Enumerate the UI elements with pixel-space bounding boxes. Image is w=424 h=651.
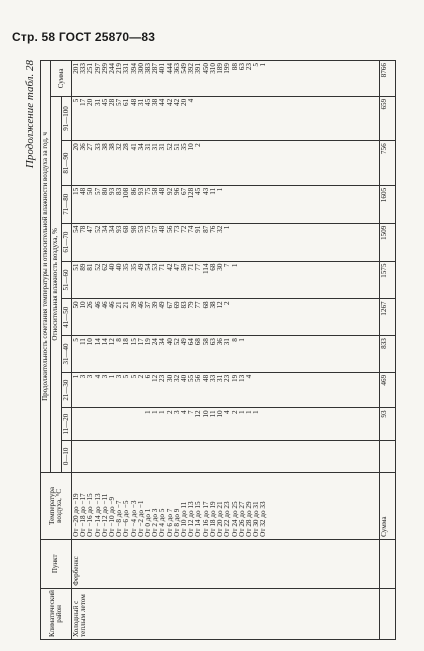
header-hum: 31—40 (61, 336, 71, 373)
total-column: 201 333 251 297 299 244 219 331 394 300 383 287 401 444 363 549 392 391 450 310 189 199 88 63 23 5 1 (72, 61, 380, 97)
sum-cell (380, 440, 396, 472)
header-total: Сумма (51, 61, 72, 97)
sum-cell: 8766 (380, 61, 396, 97)
header-hum: 0—10 (61, 440, 71, 472)
header-subgroup: Относительная влажность воздуха, % (51, 96, 61, 472)
sum-cell: 469 (380, 372, 396, 408)
page-header: Стр. 58 ГОСТ 25870—83 (12, 30, 156, 44)
header-hum: 91—100 (61, 96, 71, 141)
hum-column (72, 440, 380, 472)
header-hum: 71—80 (61, 185, 71, 223)
header-region: Климатический район (41, 588, 72, 639)
sum-label: Сумма (380, 473, 396, 540)
sum-cell: 1605 (380, 185, 396, 223)
sum-cell: 93 (380, 408, 396, 440)
region-cell: Холодный с теплым летом (72, 588, 380, 639)
hum-column: 1 1 1 2 3 4 7 12 10 11 10 4 2 1 1 1 (72, 408, 380, 440)
continuation-title: Продолжение табл. 28 (24, 60, 36, 169)
sum-cell: 1575 (380, 261, 396, 299)
hum-column: 15 48 50 57 80 93 83 108 86 93 75 58 48 92 96 67 128 45 43 11 1 (72, 185, 380, 223)
header-hum: 41—50 (61, 299, 71, 336)
data-table (40, 60, 396, 640)
temperature-column: От −20 до −19 От −18 до −17 От −16 до −15 От −14 до −13 От −12 до −11 От −10 до −9 От −8 до −7 От −6 до −5 От −4 до −3 От −2 до −1 От 0 до 1 От 2 до 3 От 4 до 5 От 6 до 7 От 8 до 9 От 10 до 11 От 12 до 13 От 14 до 15 От 16 до 17 От 18 до 19 От 20 до 21 От 22 до 23 От 24 до 25 От 26 до 27 От 28 до 29 От 30 до 31 От 32 до 33 (72, 473, 380, 540)
hum-column: 5 11 10 14 14 12 8 18 15 17 19 24 34 40 52 49 64 68 58 63 36 31 8 1 (72, 336, 380, 373)
header-hum: 61—70 (61, 223, 71, 261)
header-hum: 81—90 (61, 141, 71, 186)
hum-column: 50 10 26 46 46 46 21 21 39 46 37 39 49 67 69 83 79 77 68 38 12 2 (72, 299, 380, 336)
sum-cell: 756 (380, 141, 396, 186)
header-hum: 21—30 (61, 372, 71, 408)
point-cell: Фербенкс (72, 539, 380, 588)
rotated-table-block (24, 60, 400, 640)
header-group: Продолжительность сочетания температуры и относительной влажности воздуха за год, ч (41, 61, 51, 473)
sum-empty (380, 588, 396, 639)
sum-empty (380, 539, 396, 588)
header-hum: 51—60 (61, 261, 71, 299)
sum-cell: 833 (380, 336, 396, 373)
sum-cell: 1509 (380, 223, 396, 261)
hum-column: 1 3 3 4 3 1 3 5 5 2 6 12 23 30 32 40 55 56 48 33 31 23 19 13 4 (72, 372, 380, 408)
hum-column: 54 78 47 52 34 34 93 68 98 53 75 57 48 56 73 72 74 91 87 76 32 1 (72, 223, 380, 261)
header-temp: Температура воздуха, °С (41, 473, 72, 540)
hum-column: 5 17 20 31 45 28 57 61 48 31 45 38 44 42 42 20 4 (72, 96, 380, 141)
header-point: Пункт (41, 539, 72, 588)
hum-column: 51 89 81 52 62 40 40 35 35 49 54 53 71 42 47 58 71 77 114 68 30 7 1 (72, 261, 380, 299)
hum-column: 20 36 27 33 38 38 32 28 41 34 31 31 31 52 51 35 10 2 (72, 141, 380, 186)
header-hum: 11—20 (61, 408, 71, 440)
sum-cell: 659 (380, 96, 396, 141)
sum-cell: 1267 (380, 299, 396, 336)
